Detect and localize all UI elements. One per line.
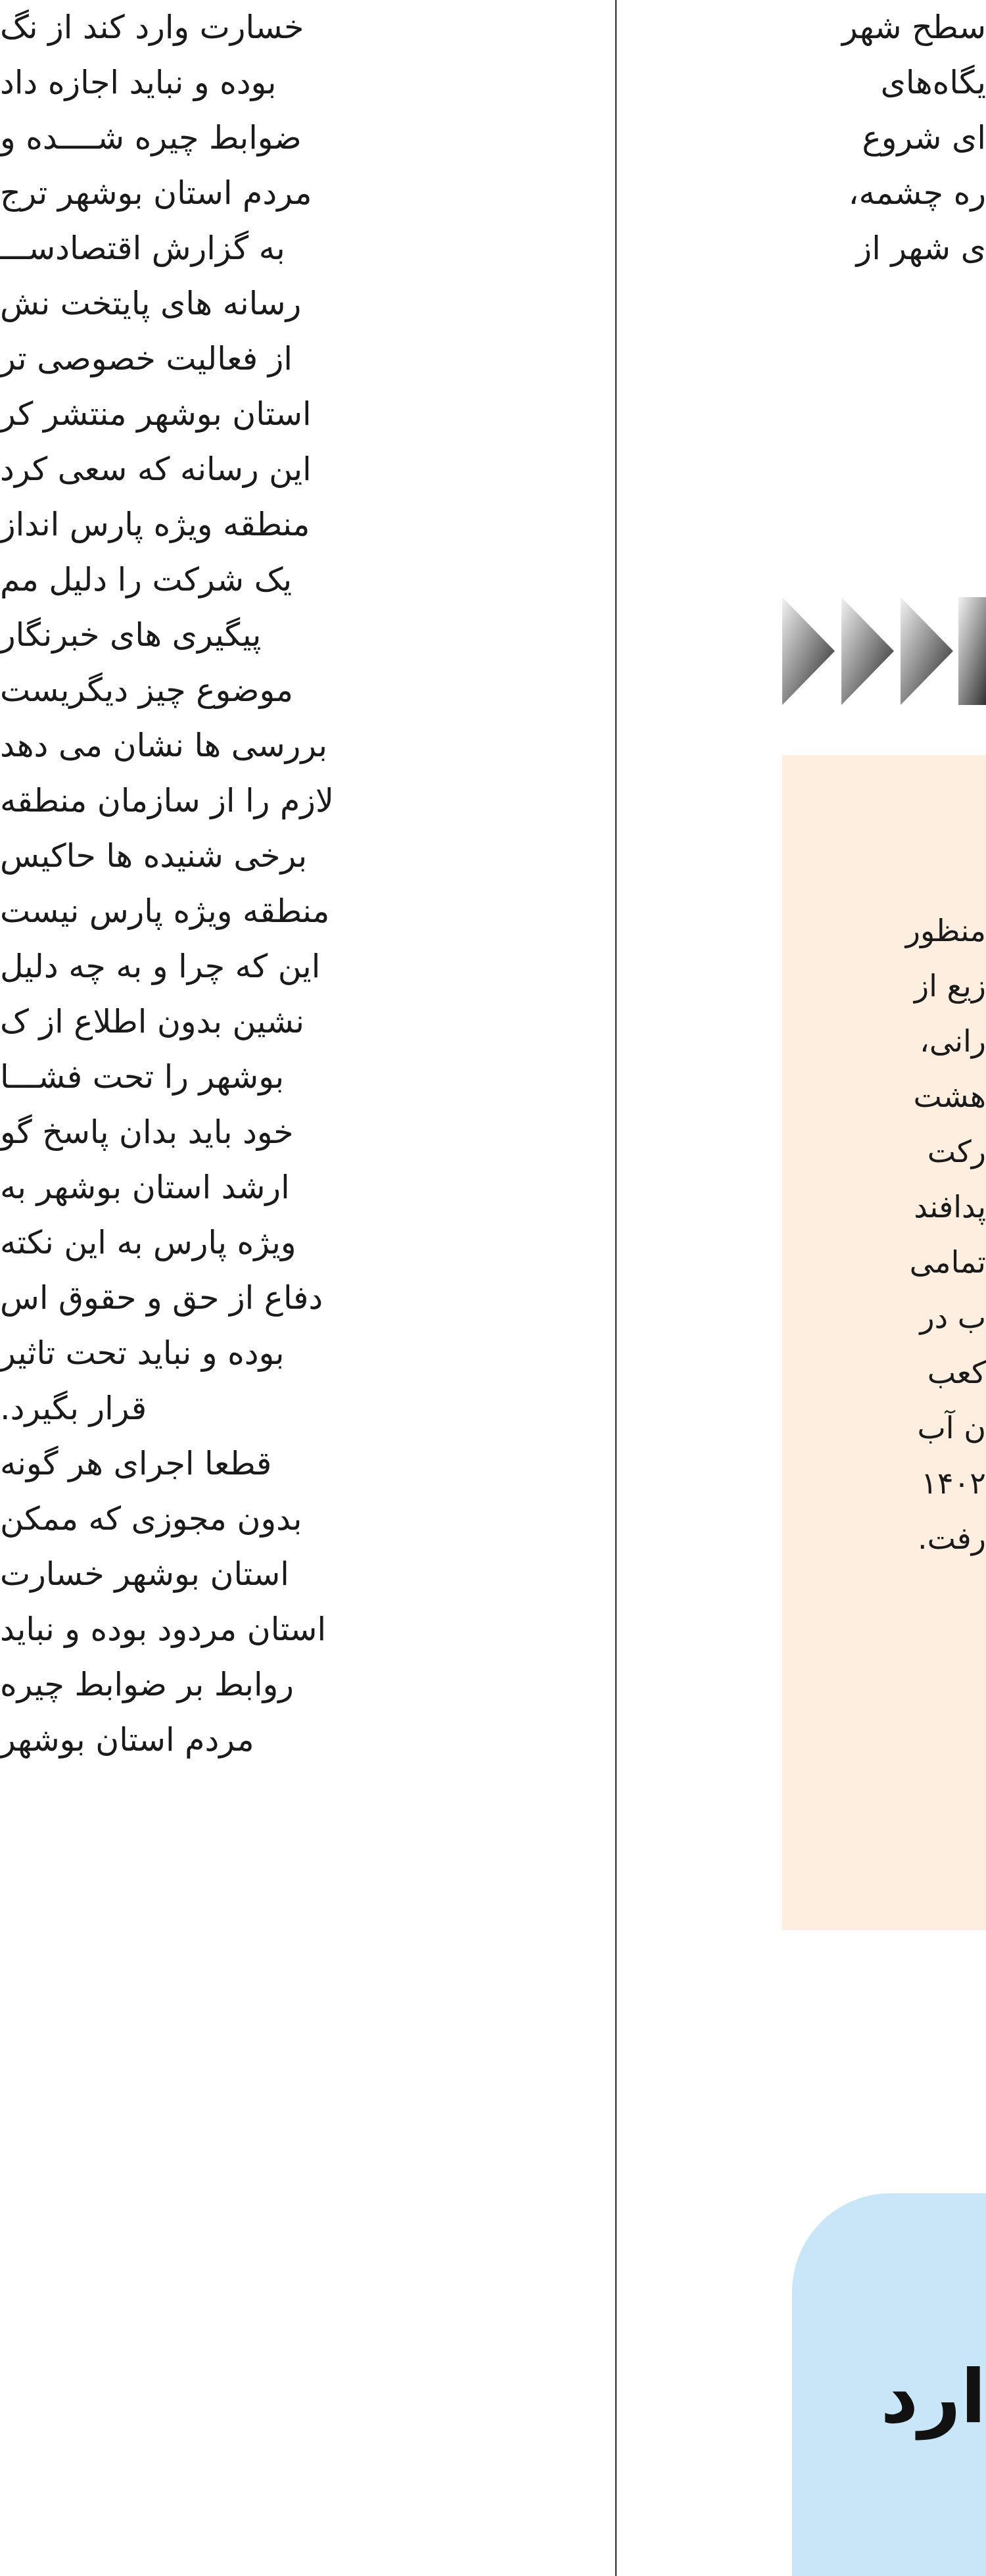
news-box [782, 755, 986, 1930]
text-line: لازم را از سازمان منطقه [0, 782, 334, 819]
right-article-column [624, 0, 986, 2576]
text-line: این که چرا و به چه دلیل [0, 948, 321, 985]
text-line: بوده و نباید اجازه داد [0, 64, 277, 101]
text-line: یک شرکت را دلیل مم [0, 561, 293, 598]
right-top-text [624, 0, 986, 276]
text-line: بوده و نباید تحت تاثیر [0, 1334, 285, 1372]
chevron-arrows-icon [782, 592, 986, 710]
text-line: رفت. [918, 1520, 986, 1556]
text-line: بررسی ها نشان می دهد [0, 727, 328, 764]
text-line: منطقه ویژه پارس نیست [0, 892, 330, 930]
text-line: ی شهر از [856, 230, 986, 267]
text-line: نشین بدون اطلاع از ک [0, 1003, 304, 1040]
text-line: بدون مجوزی که ممکن [0, 1500, 302, 1538]
text-line: از فعالیت خصوصی تر [0, 340, 293, 377]
text-line: خود باید بدان پاسخ گو [0, 1113, 294, 1151]
text-line: ارشد استان بوشهر به [0, 1169, 290, 1206]
text-line: دفاع از حق و حقوق اس [0, 1279, 323, 1317]
text-line: بوشهر را تحت فشـــا [0, 1058, 285, 1096]
text-line: استان بوشهر خسارت [0, 1555, 289, 1593]
text-line: پیگیری های خبرنگار [0, 616, 262, 654]
text-line: منظور [905, 913, 986, 948]
text-line: رکت [927, 1134, 986, 1169]
text-line: قرار بگیرد. [0, 1390, 147, 1427]
text-line: استان بوشهر منتشر کر [0, 395, 312, 433]
news-box-text [776, 903, 986, 1566]
text-line: به گزارش اقتصادســـ [0, 230, 285, 267]
text-line: سطح شهر [841, 9, 986, 46]
text-line: منطقه ویژه پارس انداز [0, 506, 310, 543]
column-divider [615, 0, 617, 2576]
text-line: مردم استان بوشهر [0, 1721, 254, 1759]
text-line: یگاه‌های [880, 64, 986, 101]
text-line: قطعا اجرای هر گونه [0, 1445, 272, 1482]
text-line: تمامی [909, 1244, 986, 1280]
text-line: ن آب [917, 1410, 986, 1446]
text-line: این رسانه که سعی کرد [0, 450, 312, 488]
text-line: استان مردود بوده و نباید [0, 1611, 327, 1648]
text-line: ره چشمه، [848, 174, 986, 212]
text-line: رانی، [920, 1023, 986, 1059]
text-line: برخی شنیده ها حاکیس [0, 837, 308, 875]
text-line: موضوع چیز دیگریست [0, 671, 294, 709]
text-line: روابط بر ضوابط چیره [0, 1666, 294, 1703]
text-line: کعب [927, 1355, 986, 1390]
text-line: زیع از [914, 968, 986, 1004]
text-line: هشت [913, 1079, 986, 1114]
text-line: پدافند [914, 1189, 986, 1225]
text-line: ب در [920, 1300, 986, 1335]
panel-headline: ارد [880, 2354, 986, 2440]
text-line: مردم استان بوشهر ترج [0, 174, 312, 212]
text-line: رسانه های پایتخت نش [0, 285, 302, 322]
text-line: ویژه پارس به این نکته [0, 1224, 296, 1261]
text-line: ای شروع [862, 119, 986, 157]
text-line: ۱۴۰۲ [921, 1465, 986, 1501]
text-line: ضوابط چیره شــــده و [0, 119, 302, 157]
text-line: خسارت وارد کند از نگ [0, 9, 304, 46]
